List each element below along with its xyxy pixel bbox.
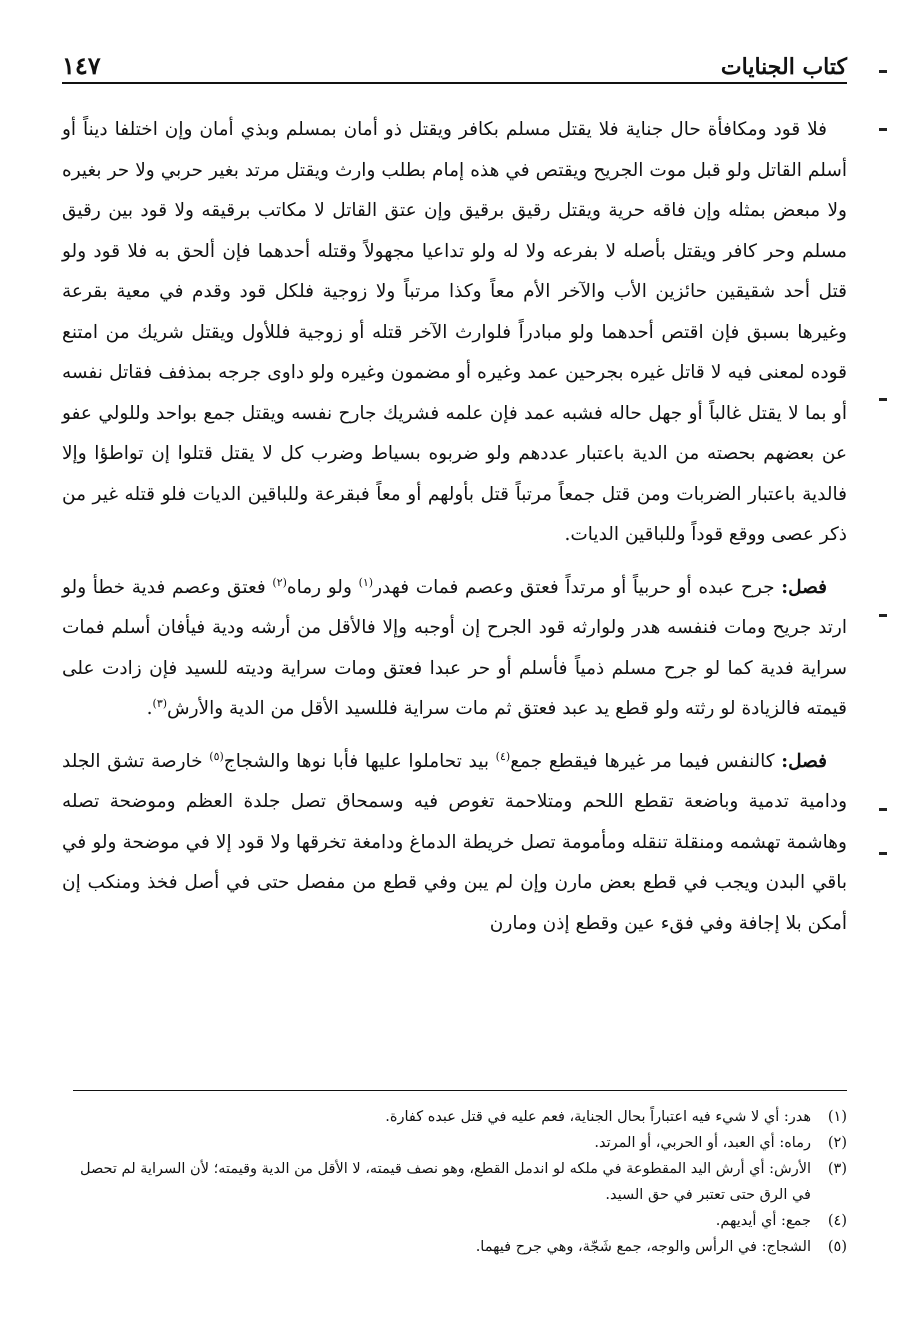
footnote-text: رماه: أي العبد، أو الحربي، أو المرتد. xyxy=(594,1135,811,1151)
footnotes xyxy=(62,1104,847,1260)
running-title: كتاب الجنايات xyxy=(720,54,847,80)
footnote-text: الشجاج: في الرأس والوجه، جمع شَجّة، وهي جرح فيهما. xyxy=(475,1239,811,1255)
footnote-ref[interactable]: (٤) xyxy=(495,749,511,763)
paragraph-text: كالنفس فيما مر غيرها فيقطع جمع xyxy=(510,750,775,772)
paragraph-text: فعتق وعصم فدية خطأ ولو ارتد جريح ومات فنفسه هدر ولوارثه قود الجرح إن أوجبه وإلا فالأقل من أرشه ودية فيأفان أسلم فمات سراية فدية كما لو جرح مسلم ذمياً فأسلم أو حر عبدا فعتق ومات سراية وديته للسيد فإن زادت على قيمته فالزيادة لو رثته ولو قطع يد عبد فعتق ثم مات سراية فللسيد الأقل من الدية والأرش xyxy=(62,576,847,719)
footnote-text: جمع: أي أيديهم. xyxy=(715,1213,811,1229)
margin-mark xyxy=(879,614,887,617)
page-number: ١٤٧ xyxy=(62,51,101,80)
footnote xyxy=(62,1234,847,1260)
section-label: فصل: xyxy=(781,576,827,598)
footnote-text: هدر: أي لا شيء فيه اعتباراً بحال الجناية، فعم عليه في قتل عبده كفارة. xyxy=(385,1109,811,1125)
footnote-number: (٣) xyxy=(827,1161,847,1177)
footnote-number: (٢) xyxy=(827,1135,847,1151)
paragraph-text: ولو رماه xyxy=(286,576,352,598)
footnote-number: (١) xyxy=(827,1109,847,1125)
paragraph-text: جرح عبده أو حربياً أو مرتداً فعتق وعصم فمات فهدر xyxy=(373,576,775,598)
footnote-ref[interactable]: (٥) xyxy=(209,749,224,763)
section-label: فصل: xyxy=(781,750,828,772)
footnote xyxy=(62,1208,847,1234)
footnote-text: الأرش: أي أرش اليد المقطوعة في ملكه لو اندمل القطع، وهو نصف قيمته، لا الأقل من الدية وقيمته؛ لأن السراية لم تحصل في الرق حتى تعتبر في حق السيد. xyxy=(79,1161,811,1203)
paragraph xyxy=(62,110,847,556)
footnote xyxy=(62,1130,847,1156)
paragraph-end: . xyxy=(146,698,153,719)
page-header xyxy=(62,28,847,80)
section-paragraph xyxy=(62,742,847,945)
footnote-number: (٤) xyxy=(827,1213,847,1229)
footnote-number: (٥) xyxy=(827,1239,847,1255)
main-text xyxy=(62,110,847,944)
margin-mark xyxy=(879,128,887,131)
paragraph-text: خارصة تشق الجلد ودامية تدمية وباضعة تقطع اللحم ومتلاحمة تغوص فيه وسمحاق تصل جلدة العظم وموضحة تصله وهاشمة تهشمه ومنقلة تنقله ومأمومة تصل خريطة الدماغ ودامغة تخرقها ولا قود إلا في موضحة ولو في باقي البدن ويجب في قطع بعض مارن وإن لم يبن وفي قطع من مفصل حتى في أصل فخذ ومنكب إن أمكن بلا إجافة وفي فقء عين وقطع إذن ومارن xyxy=(62,750,847,934)
footnote xyxy=(62,1156,847,1208)
margin-mark xyxy=(879,808,887,811)
margin-mark xyxy=(879,70,887,73)
header-rule xyxy=(62,82,847,84)
margin-mark xyxy=(879,398,887,401)
footnote-ref[interactable]: (١) xyxy=(358,575,374,589)
footnote-ref[interactable]: (٣) xyxy=(152,696,168,710)
paragraph-text: فلا قود ومكافأة حال جناية فلا يقتل مسلم بكافر ويقتل ذو أمان بمسلم وبذي أمان وإن اختلفا ديناً أو أسلم القاتل ولو قبل موت الجريح ويقتص في هذه إمام بطلب وارث ويقتل مرتد بغير حربي ولا حر بغيره ولا مبعض بمثله وإن فاقه حرية ويقتل رقيق برقيق وإن عتق القاتل لا مكاتب برقيقه ولا قود بين رقيق مسلم وحر كافر ويقتل بأصله لا بفرعه ولا له ولو تداعيا مجهولاً وقتله أحدهما فإن ألحق به فلا قود ولو قتل أحد شقيقين حائزين الأب والآخر الأم معاً وكذا مرتباً ولا زوجية فلكل قود وقدم في معية بقرعة وغيرها بسبق فإن اقتص أحدهما ولو مبادراً فلوارث الآخر قتله أو زوجية فللأول ويقتل شريك من امتنع قوده لمعنى فيه لا قاتل غيره بجرحين عمد وغيره أو مضمون وغيره ولو داوى جرجه بمذفف فقاتل نفسه أو بما لا يقتل غالباً أو جهل حاله فشبه عمد فإن علمه فشريك جارح نفسه ويقتل جمع بواحد وللولي عفو عن بعضهم بحصته من الدية باعتبار عددهم ولو ضربوه بسياط وضرب كل لا يقتل قتلوا إن تواطؤا وإلا فالدية باعتبار الضربات ومن قتل جمعاً مرتباً قتل بأولهم أو معاً فبقرعة وللباقين الديات فلو قتله غير من ذكر عصى ووقع قوداً وللباقين الديات. xyxy=(62,119,847,545)
footnote xyxy=(62,1104,847,1130)
margin-mark xyxy=(879,852,887,855)
paragraph-text: بيد تحاملوا عليها فأبا نوها والشجاج xyxy=(223,750,489,772)
section-paragraph xyxy=(62,568,847,730)
footnote-separator xyxy=(73,1090,847,1091)
footnote-ref[interactable]: (٢) xyxy=(272,575,287,589)
